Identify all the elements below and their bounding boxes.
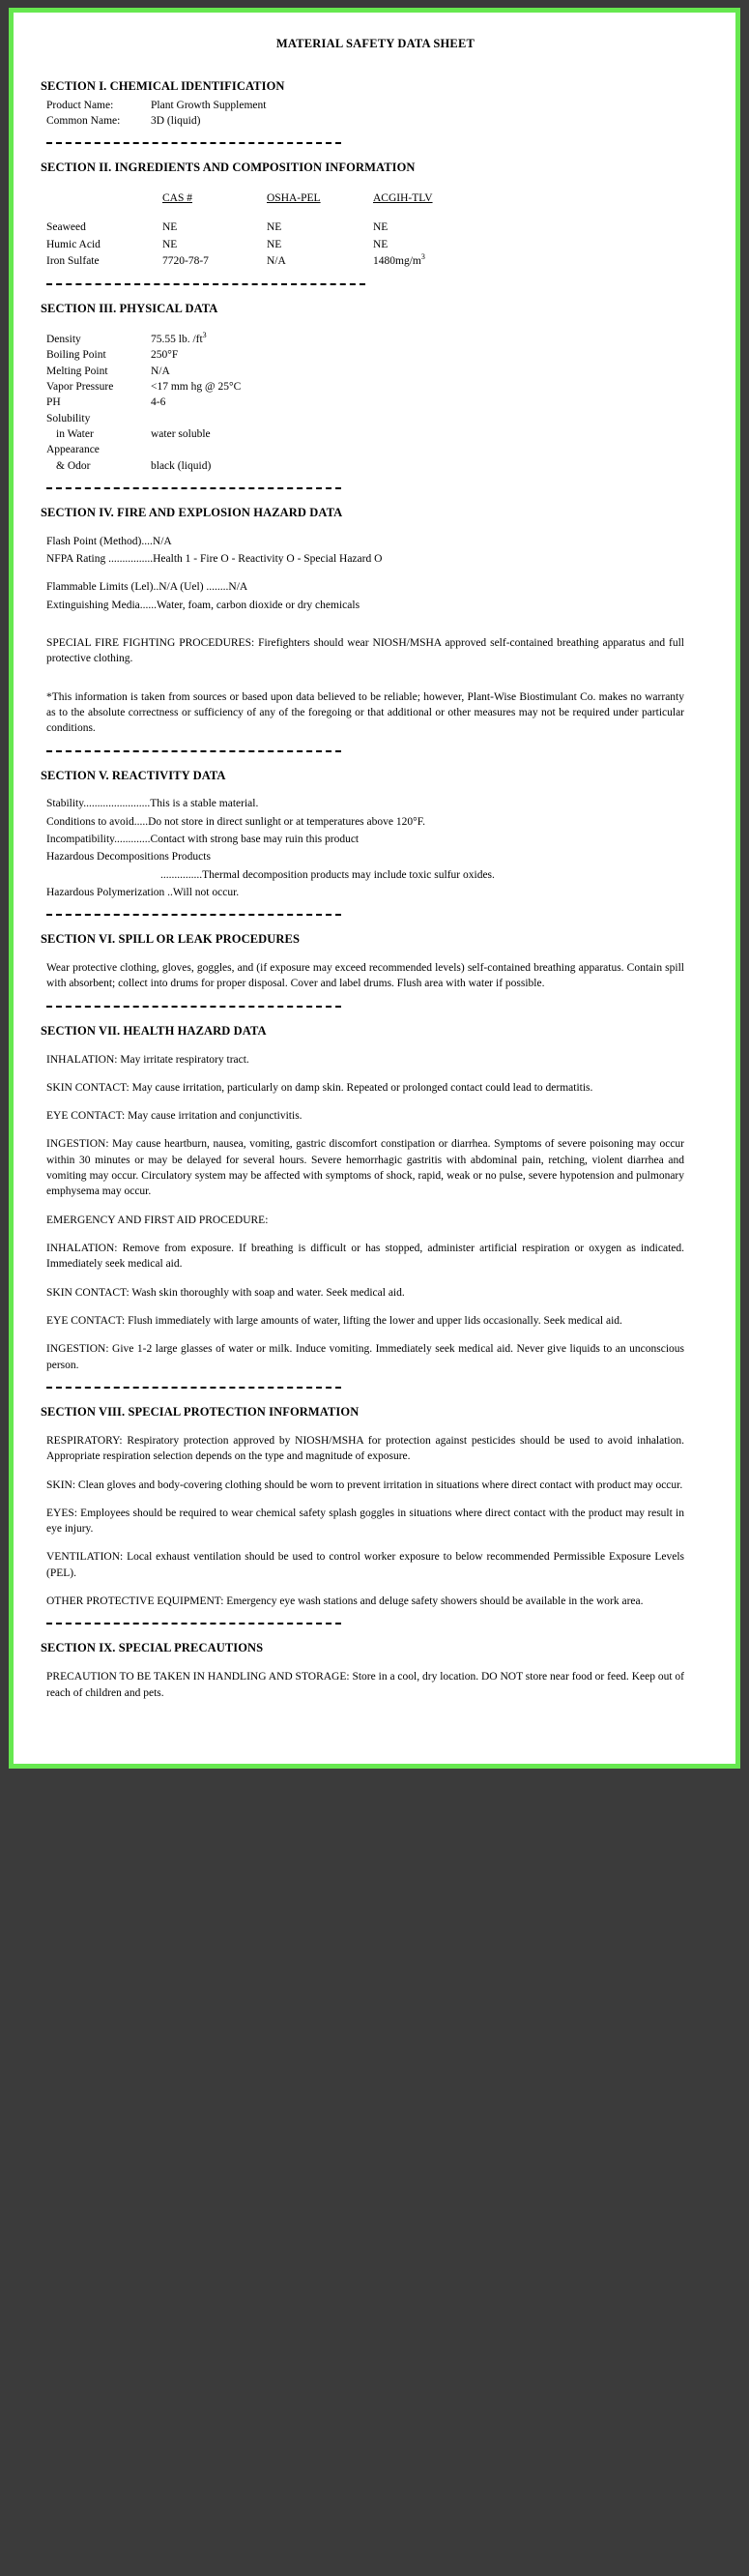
section-6-heading: SECTION VI. SPILL OR LEAK PROCEDURES	[41, 932, 301, 947]
physical-label: PH	[46, 396, 61, 409]
document-frame	[9, 8, 740, 1769]
physical-row	[46, 379, 710, 395]
hazardous-polymerization-line: Hazardous Polymerization ..Will not occur.	[46, 887, 240, 899]
ingredient-osha-pel: N/A	[267, 254, 286, 267]
col-header-ingredient	[46, 190, 162, 220]
physical-label: in Water	[56, 427, 94, 440]
document-title: MATERIAL SAFETY DATA SHEET	[275, 37, 475, 50]
spill-leak-body: Wear protective clothing, gloves, goggles, and (if exposure may exceed recommended levels) self-contained breathing apparatus. Contain spill with absorbent; collect into drums for proper disposal. Cover and label drums. Flush area with water if possible.	[46, 962, 684, 990]
physical-value: 250°F	[151, 349, 179, 362]
emergency-first-aid-heading: EMERGENCY AND FIRST AID PROCEDURE:	[46, 1214, 269, 1226]
nfpa-rating-line: NFPA Rating ................Health 1 - Fire O - Reactivity O - Special Hazard O	[46, 553, 383, 565]
section-3-heading: SECTION III. PHYSICAL DATA	[41, 302, 218, 316]
physical-row	[46, 411, 710, 426]
physical-label: Melting Point	[46, 365, 108, 377]
section-8-heading: SECTION VIII. SPECIAL PROTECTION INFORMATION	[41, 1405, 360, 1420]
section-1-heading: SECTION I. CHEMICAL IDENTIFICATION	[41, 78, 285, 93]
ingredient-osha-pel: NE	[267, 238, 282, 250]
physical-value: black (liquid)	[151, 459, 212, 472]
section-special-protection	[41, 1404, 710, 1609]
physical-row	[46, 442, 710, 457]
extinguishing-media-line: Extinguishing Media......Water, foam, carbon dioxide or dry chemicals	[46, 599, 360, 611]
physical-value	[151, 411, 710, 426]
ingredient-osha-pel: NE	[267, 221, 282, 234]
physical-row	[46, 426, 710, 442]
stability-line: Stability........................This is a stable material.	[46, 798, 259, 810]
section-ingredients	[41, 160, 710, 270]
divider-8	[46, 1623, 341, 1625]
divider-2	[46, 283, 365, 285]
section-9-heading: SECTION IX. SPECIAL PRECAUTIONS	[41, 1641, 264, 1655]
table-row	[46, 253, 479, 270]
section-5-heading: SECTION V. REACTIVITY DATA	[41, 768, 226, 782]
col-header-cas: CAS #	[162, 191, 192, 204]
physical-row	[46, 395, 710, 410]
firstaid-skin-contact: SKIN CONTACT: Wash skin thoroughly with soap and water. Seek medical aid.	[46, 1286, 405, 1299]
ingredient-name: Seaweed	[46, 221, 86, 234]
health-inhalation: INHALATION: May irritate respiratory tract.	[46, 1053, 249, 1066]
flash-point-line: Flash Point (Method)....N/A	[46, 535, 172, 547]
ingredient-acgih-tlv: $1480mg/m^3$	[373, 252, 425, 267]
hazardous-decomposition-label: Hazardous Decompositions Products	[46, 851, 211, 864]
physical-label: Density	[46, 333, 81, 345]
health-eye-contact: EYE CONTACT: May cause irritation and conjunctivitis.	[46, 1110, 302, 1123]
divider-1	[46, 142, 341, 144]
section-reactivity-data	[41, 768, 710, 901]
ingredient-name: Iron Sulfate	[46, 254, 100, 267]
col-header-osha-pel: OSHA-PEL	[267, 191, 321, 204]
thermal-decomposition-line: ...............Thermal decomposition products may include toxic sulfur oxides.	[160, 868, 495, 881]
divider-4	[46, 750, 341, 752]
physical-label: & Odor	[56, 459, 91, 472]
physical-value	[151, 442, 710, 457]
precautions-body: PRECAUTION TO BE TAKEN IN HANDLING AND STORAGE: Store in a cool, dry location. DO NOT store near food or feed. Keep out of reach of children and pets.	[46, 1671, 684, 1699]
physical-value: N/A	[151, 365, 170, 377]
protection-skin: SKIN: Clean gloves and body-covering clothing should be worn to prevent irritation in situations where direct contact with product may occur.	[46, 1478, 683, 1491]
table-header-row	[46, 190, 479, 220]
common-name-label: Common Name:	[46, 114, 121, 127]
divider-3	[46, 487, 341, 489]
incompatibility-line: Incompatibility.............Contact with strong base may ruin this product	[46, 834, 360, 846]
physical-label: Solubility	[46, 412, 91, 424]
physical-label: Vapor Pressure	[46, 380, 114, 393]
section-spill-leak	[41, 931, 710, 991]
fire-fighting-procedures: SPECIAL FIRE FIGHTING PROCEDURES: Firefighters should wear NIOSH/MSHA approved self-contained breathing apparatus and full protective clothing.	[46, 636, 684, 665]
health-skin-contact: SKIN CONTACT: May cause irritation, particularly on damp skin. Repeated or prolonged contact could lead to dermatitis.	[46, 1081, 593, 1094]
physical-data-list	[46, 332, 710, 474]
physical-value: water soluble	[151, 427, 211, 440]
protection-ventilation: VENTILATION: Local exhaust ventilation should be used to control worker exposure to below recommended Permissible Exposure Levels (PEL).	[46, 1551, 684, 1579]
product-name-label: Product Name:	[46, 99, 114, 111]
ingredient-cas: NE	[162, 238, 178, 250]
ingredient-name: Humic Acid	[46, 238, 101, 250]
section-fire-explosion	[41, 505, 710, 737]
physical-value: 4-6	[151, 396, 166, 409]
flammable-limits-line: Flammable Limits (Lel)..N/A (Uel) ........N/A	[46, 581, 248, 594]
firstaid-ingestion: INGESTION: Give 1-2 large glasses of water or milk. Induce vomiting. Immediately seek medical aid. Never give liquids to an unconscious person.	[46, 1343, 684, 1371]
ingredient-cas: 7720-78-7	[162, 254, 209, 267]
firstaid-eye-contact: EYE CONTACT: Flush immediately with large amounts of water, lifting the lower and upper lids occasionally. Seek medical aid.	[46, 1315, 622, 1328]
firstaid-inhalation: INHALATION: Remove from exposure. If breathing is difficult or has stopped, administer artificial respiration or oxygen as indicated. Immediately seek medical aid.	[46, 1243, 684, 1271]
conditions-to-avoid-line: Conditions to avoid.....Do not store in direct sunlight or at temperatures above 120°F.	[46, 815, 426, 828]
divider-5	[46, 914, 341, 916]
physical-row	[46, 347, 710, 363]
physical-label: Appearance	[46, 444, 100, 456]
table-row	[46, 237, 479, 253]
product-name-value: Plant Growth Supplement	[151, 99, 267, 111]
ingredient-acgih-tlv: NE	[373, 238, 389, 250]
section-2-heading: SECTION II. INGREDIENTS AND COMPOSITION INFORMATION	[41, 161, 416, 175]
ingredients-table	[46, 190, 479, 270]
table-row	[46, 220, 479, 236]
common-name-value: 3D (liquid)	[151, 114, 201, 127]
acgih-superscript: 3	[420, 252, 425, 262]
section-physical-data	[41, 301, 710, 474]
density-superscript: 3	[202, 331, 207, 340]
physical-row	[46, 332, 710, 347]
section-special-precautions	[41, 1640, 710, 1700]
section-7-heading: SECTION VII. HEALTH HAZARD DATA	[41, 1023, 267, 1038]
physical-value: 75.55 lb. $/ft^3$	[151, 331, 207, 345]
physical-value: <17 mm hg @ 25°C	[151, 380, 242, 393]
product-name-row	[46, 98, 710, 113]
health-ingestion: INGESTION: May cause heartburn, nausea, vomiting, gastric discomfort constipation or diarrhea. Symptoms of severe poisoning may occur within 30 minutes or may be delayed for several hours. Severe hemorrhagic gastritis with abdominal pain, retching, violent diarrhea and vomiting may occur. Circulatory system may be affected with symptoms of shock, rapid, weak or no pulse, severe hypotension and pulmonary emphysema may occur.	[46, 1138, 684, 1198]
section-chemical-identification	[41, 78, 710, 129]
divider-6	[46, 1006, 341, 1008]
section-health-hazard	[41, 1023, 710, 1373]
ingredient-cas: NE	[162, 221, 178, 234]
common-name-row	[46, 113, 710, 129]
ingredient-acgih-tlv: NE	[373, 221, 389, 234]
section-4-heading: SECTION IV. FIRE AND EXPLOSION HAZARD DATA	[41, 505, 343, 519]
protection-other-equipment: OTHER PROTECTIVE EQUIPMENT: Emergency eye wash stations and deluge safety showers should be available in the work area.	[46, 1595, 644, 1608]
col-header-acgih-tlv: ACGIH-TLV	[373, 191, 433, 204]
protection-eyes: EYES: Employees should be required to wear chemical safety splash goggles in situations where direct contact with the product may result in eye injury.	[46, 1507, 684, 1536]
divider-7	[46, 1387, 341, 1389]
disclaimer-paragraph: *This information is taken from sources or based upon data believed to be reliable; however, Plant-Wise Biostimulant Co. makes no warranty as to the absolute correctness or sufficiency of any of the foregoing or that additional or other measures may not be required under particular conditions.	[46, 690, 684, 735]
physical-label: Boiling Point	[46, 349, 106, 362]
physical-row	[46, 458, 710, 474]
protection-respiratory: RESPIRATORY: Respiratory protection approved by NIOSH/MSHA for protection against pesticides should be used to avoid inhalation. Appropriate respiration selection depends on the type and magnitude of exposure.	[46, 1434, 684, 1463]
msds-document	[14, 13, 735, 1764]
physical-row	[46, 364, 710, 379]
